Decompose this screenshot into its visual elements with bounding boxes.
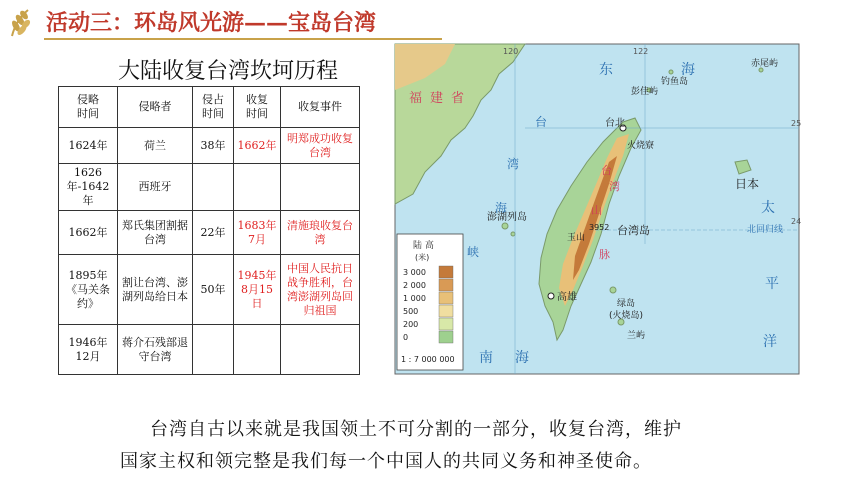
legend-level-label: 200 (403, 320, 419, 329)
lon-120-label: 120 (503, 47, 519, 56)
pacific-label-2: 平 (765, 276, 779, 292)
legend-level-label: 1 000 (403, 294, 426, 303)
yushan-label: 玉山 (567, 233, 586, 243)
caption-line-2: 国家主权和领完整是我们每一个中国人的共同义务和神圣使命。 (120, 451, 652, 472)
header-invader: 侵略者 (118, 87, 193, 128)
cell (234, 164, 281, 211)
fujian-label: 福建省 (409, 91, 473, 106)
elevation-legend (397, 234, 463, 370)
cell (193, 325, 234, 375)
cell: 1946年12月 (59, 325, 118, 375)
cell: 1945年8月15日 (234, 255, 281, 325)
history-table (58, 86, 360, 375)
cell: 1683年7月 (234, 211, 281, 255)
pengjia-label: 彭佳屿 (631, 87, 659, 97)
green-island (610, 287, 616, 293)
range-label-char: 湾 (609, 180, 620, 193)
lanyu-label: 兰屿 (627, 331, 646, 341)
penghu-island (511, 232, 515, 236)
green-island-alt-label: (火烧岛) (609, 311, 644, 321)
pacific-label-3: 洋 (763, 334, 777, 350)
yushan-height-label: 3952 (589, 223, 610, 232)
diaoyu-island (669, 70, 673, 74)
legend-swatch (439, 331, 453, 343)
cell: 1662年 (59, 211, 118, 255)
strait-label-3: 海 (495, 201, 508, 215)
strait-label-1: 台 (535, 115, 548, 129)
legend-level-label: 2 000 (403, 281, 426, 290)
table-title: 大陆收复台湾坎坷历程 (118, 59, 339, 84)
caption (120, 414, 760, 478)
header-occupy-time: 侵占 时间 (193, 87, 234, 128)
legend-swatch (439, 266, 453, 278)
table-row (59, 211, 360, 255)
table-row (59, 325, 360, 375)
legend-level-label: 0 (403, 333, 409, 342)
green-island-label: 绿岛 (617, 299, 636, 309)
diaoyu-label: 钓鱼岛 (661, 77, 689, 87)
penghu-island (502, 223, 508, 229)
penghu-label: 澎湖列岛 (487, 212, 527, 223)
lat-24-label: 24 (791, 217, 802, 226)
cell: 明郑成功收复台湾 (281, 128, 360, 164)
cell: 蒋介石残部退守台湾 (118, 325, 193, 375)
table-header-row (59, 87, 360, 128)
east-sea-label-1: 东 (599, 62, 613, 78)
range-label-char: 山 (591, 204, 602, 217)
east-sea-label-2: 海 (681, 62, 695, 78)
strait-label-2: 湾 (507, 157, 520, 171)
header-recover-event: 收复事件 (281, 87, 360, 128)
cell: 1662年 (234, 128, 281, 164)
legend-swatch (439, 305, 453, 317)
caption-line-1: 台湾自古以来就是我国领土不可分割的一部分，收复台湾，维护 (150, 419, 682, 440)
japan-label: 日本 (735, 177, 760, 191)
lat-25-label: 25 (791, 119, 802, 128)
cell: 1895年《马关条约》 (59, 255, 118, 325)
pacific-label-1: 太 (761, 200, 775, 216)
title-underline (44, 38, 442, 40)
table-row (59, 128, 360, 164)
taipei-label: 台北 (605, 118, 625, 129)
header-invade-time: 侵略 时间 (59, 87, 118, 128)
legend-swatch (439, 318, 453, 330)
taiwan-map (395, 44, 802, 374)
cell: 1626年-1642年 (59, 164, 118, 211)
wheat-icon (6, 6, 40, 40)
kaohsiung-marker (548, 293, 554, 299)
cell (234, 325, 281, 375)
island-label: 台湾岛 (617, 224, 650, 237)
table-row (59, 164, 360, 211)
cell: 割让台湾、澎湖列岛给日本 (118, 255, 193, 325)
cell: 1624年 (59, 128, 118, 164)
cell: 中国人民抗日战争胜利，台湾澎湖列岛回归祖国 (281, 255, 360, 325)
cell: 50年 (193, 255, 234, 325)
cell (193, 164, 234, 211)
cell: 郑氏集团割据台湾 (118, 211, 193, 255)
cell: 荷兰 (118, 128, 193, 164)
legend-swatch (439, 279, 453, 291)
tropic-label: 北回归线 (747, 225, 784, 235)
cell: 西班牙 (118, 164, 193, 211)
legend-swatch (439, 292, 453, 304)
legend-unit: (米) (415, 253, 430, 262)
chiwei-label: 赤尾屿 (751, 59, 779, 69)
legend-level-label: 3 000 (403, 268, 426, 277)
cell: 清施琅收复台湾 (281, 211, 360, 255)
cell (281, 325, 360, 375)
map-scale: 1 : 7 000 000 (401, 355, 455, 364)
south-sea-label-2: 海 (515, 350, 529, 366)
cell (281, 164, 360, 211)
lon-122-label: 122 (633, 47, 649, 56)
slide-title: 活动三：环岛风光游——宝岛台湾 (46, 10, 377, 36)
table-row (59, 255, 360, 325)
range-label-char: 台 (601, 164, 612, 177)
header-recover-time: 收复 时间 (234, 87, 281, 128)
cell: 38年 (193, 128, 234, 164)
south-sea-label-1: 南 (479, 350, 493, 366)
legend-level-label: 500 (403, 307, 419, 316)
huoshao-label: 火烧寮 (627, 141, 655, 151)
cell: 22年 (193, 211, 234, 255)
legend-title: 陆 高 (413, 241, 434, 251)
kaohsiung-label: 高雄 (557, 292, 577, 303)
range-label-char: 脉 (599, 248, 610, 261)
strait-label-4: 峡 (467, 245, 480, 259)
